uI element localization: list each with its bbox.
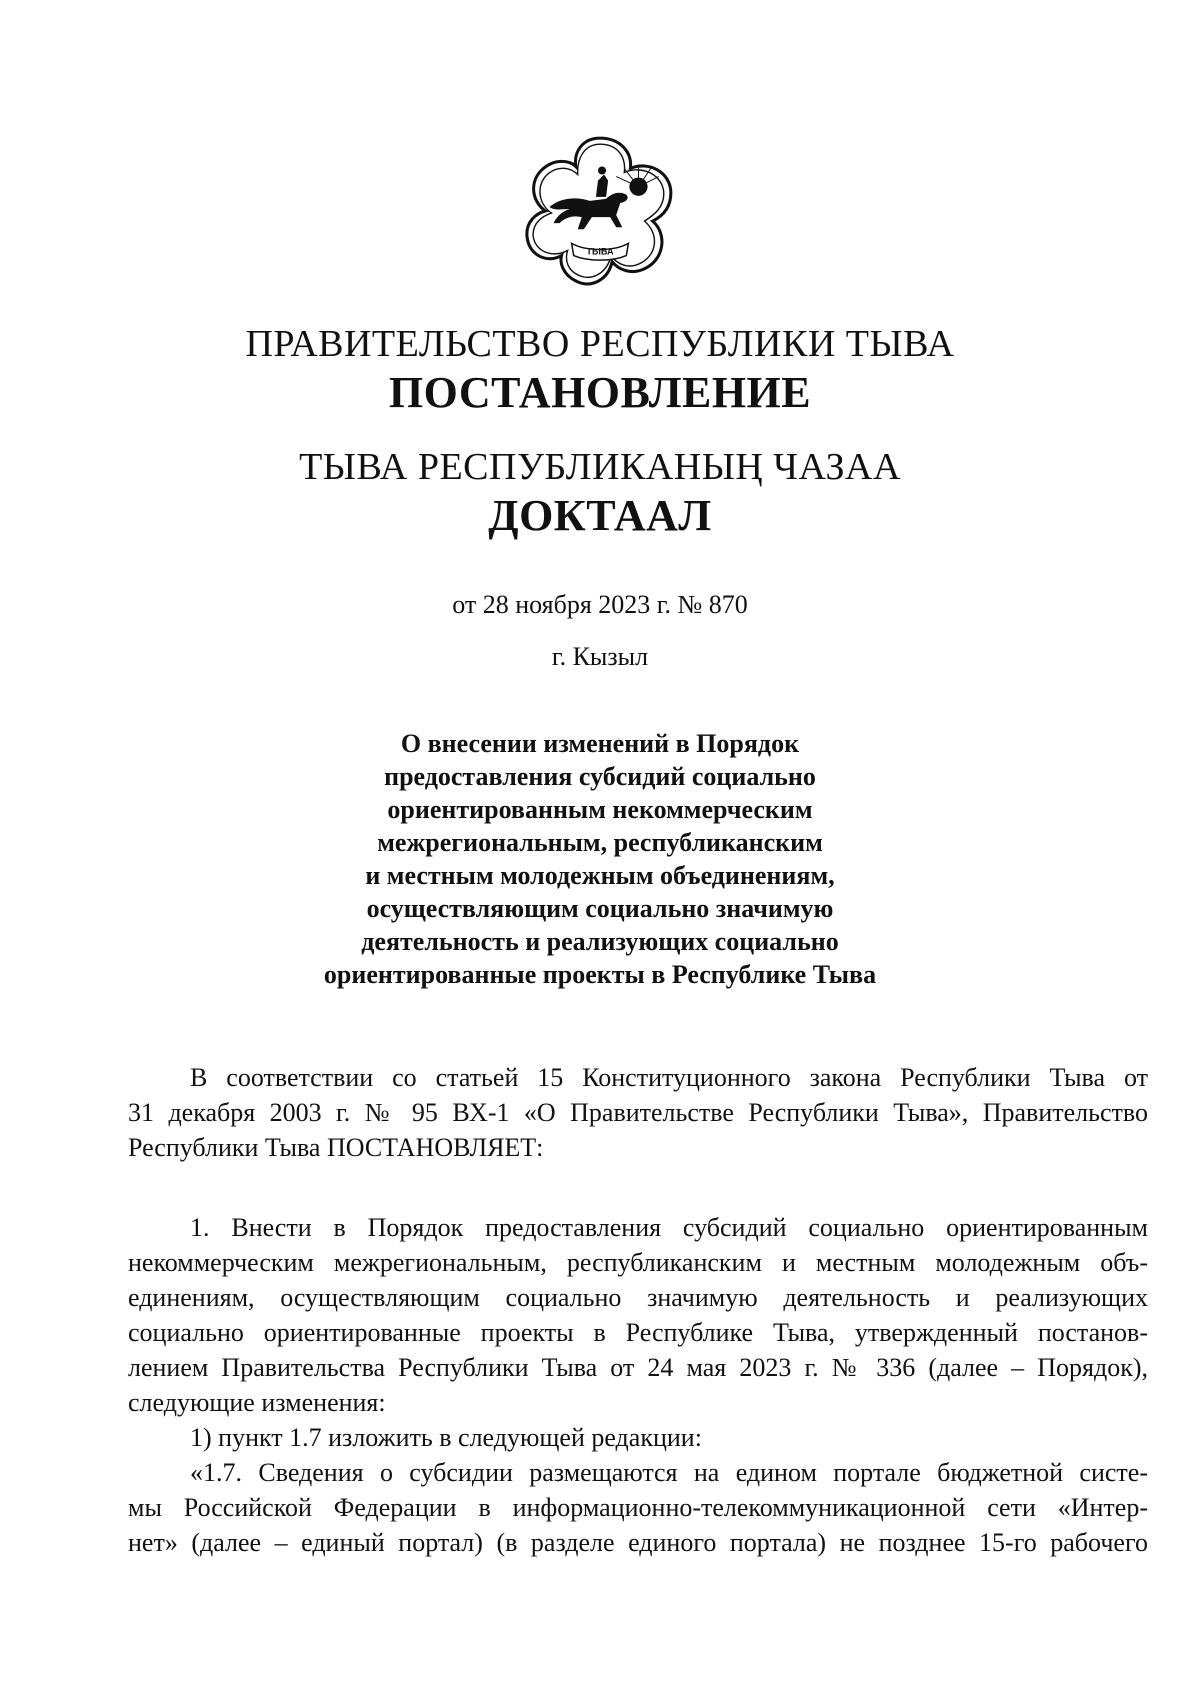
subject-line: ориентированным некоммерческим [387,795,813,824]
body-line: лением Правительства Республики Тыва от 24 мая 2023 г. № 336 (далее – Порядок), [128,1353,1148,1382]
subject-line: предоставления субсидий социально [384,762,816,791]
document-city: г. Кызыл [551,642,649,671]
body-line: единениям, осуществляющим социально значимую деятельность и реализующих [128,1283,1148,1312]
body-line: В соответствии со статьей 15 Конституционного закона Республики Тыва от [190,1063,1148,1092]
body-line: Республики Тыва ПОСТАНОВЛЯЕТ: [128,1133,544,1162]
subject-line: осуществляющим социально значимую [366,894,834,923]
body-line: нет» (далее – единый портал) (в разделе единого портала) не позднее 15-го рабочего [128,1528,1148,1557]
document-date-number: от 28 ноября 2023 г. № 870 [452,590,748,619]
government-title-tyv: ТЫВА РЕСПУБЛИКАНЫҢ ЧАЗАА [299,446,901,488]
body-line: «1.7. Сведения о субсидии размещаются на едином портале бюджетной систе- [190,1458,1148,1487]
body-line: 31 декабря 2003 г. № 95 ВХ-1 «О Правительстве Республики Тыва», Правительство [128,1098,1148,1127]
tuva-emblem [519,130,681,292]
body-line: 1) пункт 1.7 изложить в следующей редакции: [190,1423,702,1452]
subject-line: ориентированные проекты в Республике Тыва [323,960,877,989]
government-title-ru: ПРАВИТЕЛЬСТВО РЕСПУБЛИКИ ТЫВА [245,323,955,365]
emblem-inscription: ТЫВА [586,246,614,257]
body-line: следующие изменения: [128,1388,386,1417]
subject-line: деятельность и реализующих социально [361,927,839,956]
body-line: 1. Внести в Порядок предоставления субсидий социально ориентированным [190,1213,1148,1242]
body-line: социально ориентированные проекты в Республике Тыва, утвержденный постанов- [128,1318,1148,1347]
body-line: мы Российской Федерации в информационно-телекоммуникационной сети «Интер- [128,1493,1148,1522]
subject-line: межрегиональным, республиканским [377,828,823,857]
document-type-ru: ПОСТАНОВЛЕНИЕ [388,368,812,417]
subject-line: и местным молодежным объединениям, [365,861,835,890]
paragraph-item-1 [128,1210,1148,1560]
subject-line: О внесении изменений в Порядок [400,729,800,758]
document-type-tyv: ДОКТААЛ [488,491,712,540]
paragraph-preamble [128,1060,1148,1165]
tuva-emblem-icon [519,130,681,292]
body-line: некоммерческим межрегиональным, республиканским и местным молодежным объ- [128,1248,1148,1277]
document-subject [0,727,1200,991]
